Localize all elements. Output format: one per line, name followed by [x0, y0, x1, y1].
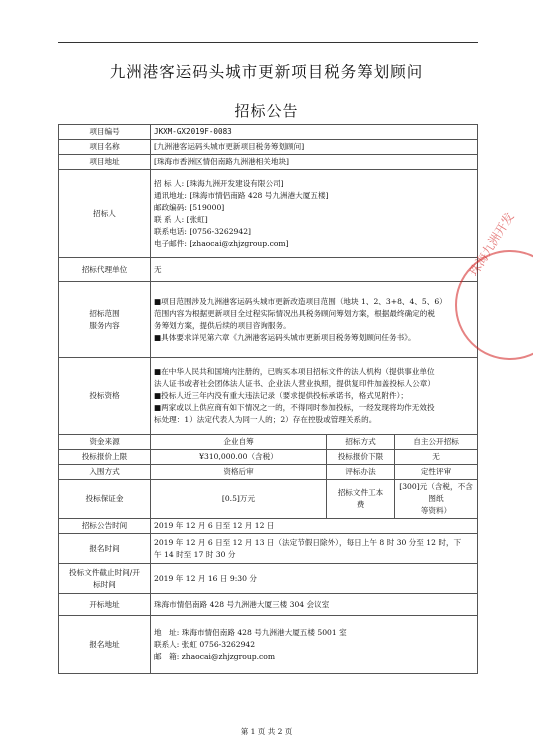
- label-signup-time: 报名时间: [59, 534, 151, 564]
- label-opening-site: 开标地址: [59, 594, 151, 616]
- value-project-name: [九洲港客运码头城市更新项目税务筹划顾问]: [151, 140, 478, 155]
- label-deadline-line-1: 投标文件截止时间/开: [69, 567, 140, 577]
- row-admission: [59, 465, 478, 480]
- value-opening-site: 珠海市情侣南路 428 号九洲港大厦三楼 304 会议室: [151, 594, 478, 616]
- value-signup-site: [151, 616, 478, 674]
- row-qualification: [59, 358, 478, 435]
- value-tenderer: [151, 170, 478, 258]
- label-price-cap: 投标报价上限: [59, 450, 151, 465]
- label-scope-line-1: 招标范围: [89, 308, 120, 318]
- row-signup-time: [59, 534, 478, 564]
- value-price-floor: 无: [395, 450, 478, 465]
- stamp-text: 珠海九洲开发: [466, 209, 517, 279]
- row-agent: [59, 258, 478, 282]
- scope-line-2: 范围内容为根据更新项目全过程实际情况出具税务顾问筹划方案，根据最终确定的税: [154, 308, 435, 318]
- signup-site-contact: 联系人: 张虹 0756-3262942: [154, 639, 256, 649]
- page-footer: 第 1 页 共 2 页: [240, 727, 293, 736]
- value-project-site: [珠海市香洲区情侣南路九洲港相关地块]: [151, 155, 478, 170]
- label-price-floor: 投标报价下限: [327, 450, 395, 465]
- label-agent: 招标代理单位: [59, 258, 151, 282]
- value-notice-time: 2019 年 12 月 6 日至 12 月 12 日: [151, 519, 478, 534]
- label-tenderer: 招标人: [59, 170, 151, 258]
- value-deadline: 2019 年 12 月 16 日 9:30 分: [151, 564, 478, 594]
- tenderer-postcode: 邮政编码: [519000]: [154, 202, 225, 212]
- scope-line-1: ■项目范围涉及九洲港客运码头城市更新改造项目范围（地块 1、2、3+8、4、5、6）: [154, 296, 447, 306]
- tenderer-contact: 联 系 人: [张虹]: [154, 214, 208, 224]
- value-scope: [151, 282, 478, 358]
- value-document-fee: [395, 480, 478, 519]
- row-opening-site: [59, 594, 478, 616]
- value-funding: 企业自筹: [151, 435, 327, 450]
- value-deposit: [0.5]万元: [151, 480, 327, 519]
- tender-info-table: [58, 124, 478, 674]
- signup-time-line-1: 2019 年 12 月 6 日至 12 月 13 日（法定节假日除外），每日上午 8 时 30 分至 12 时，下: [154, 537, 462, 547]
- value-signup-time: [151, 534, 478, 564]
- document-title: 九洲港客运码头城市更新项目税务筹划顾问: [109, 63, 424, 81]
- row-deadline: [59, 564, 478, 594]
- value-project-no: JKXM-GX2019F-0083: [151, 125, 478, 140]
- label-project-no: 项目编号: [59, 125, 151, 140]
- tenderer-phone: 联系电话: [0756-3262942]: [154, 226, 251, 236]
- header-rule: [58, 42, 478, 43]
- label-document-fee: [327, 480, 395, 519]
- label-scope-line-2: 服务内容: [89, 320, 120, 330]
- document-subtitle: 招标公告: [234, 102, 299, 120]
- qualification-line-4: ■两家或以上供应商有如下情况之一的，不得同时参加投标，一经发现将均作无效投: [154, 403, 435, 412]
- label-deadline-line-2: 标时间: [93, 579, 116, 589]
- tenderer-email: 电子邮件: [zhaocai@zhjzgroup.com]: [154, 238, 289, 248]
- row-project-name: [59, 140, 478, 155]
- label-document-fee-line-2: 费: [356, 500, 365, 509]
- signup-time-line-2: 午 14 时至 17 时 30 分: [154, 549, 236, 559]
- label-admission: 入围方式: [59, 465, 151, 480]
- scope-line-4: ■具体要求详见第六章《九洲港客运码头城市更新项目税务筹划顾问任务书》。: [154, 332, 416, 342]
- qualification-line-2: 法人证书或者社会团体法人证书、企业法人营业执照，提供复印件加盖投标人公章）: [154, 379, 435, 388]
- tenderer-address: 通讯地址: [珠海市情侣南路 428 号九洲港大厦五楼]: [154, 190, 329, 200]
- label-scope: [59, 282, 151, 358]
- qualification-line-5: 标处理：1）法定代表人为同一人的；2）存在控股或管理关系的。: [154, 415, 377, 424]
- label-qualification: 投标资格: [59, 358, 151, 435]
- row-project-site: [59, 155, 478, 170]
- row-project-no: [59, 125, 478, 140]
- row-price-cap: [59, 450, 478, 465]
- label-project-site: 项目地址: [59, 155, 151, 170]
- row-signup-site: [59, 616, 478, 674]
- label-evaluation: 评标办法: [327, 465, 395, 480]
- qualification-line-1: ■在中华人民共和国境内注册的，已购买本项目招标文件的法人机构（提供事业单位: [154, 367, 435, 376]
- value-price-cap: ¥310,000.00（含税）: [151, 450, 327, 465]
- tenderer-name: 招 标 人: [珠海九洲开发建设有限公司]: [154, 178, 284, 188]
- value-document-fee-line-1: [300]元（含税，不含图纸: [399, 482, 473, 503]
- label-document-fee-line-1: 招标文件工本: [337, 488, 384, 497]
- row-funding: [59, 435, 478, 450]
- label-signup-site: 报名地址: [59, 616, 151, 674]
- signup-site-address: 地 址: 珠海市情侣南路 428 号九洲港大厦五楼 5001 室: [154, 627, 347, 637]
- row-deposit: [59, 480, 478, 519]
- label-deadline: [59, 564, 151, 594]
- value-document-fee-line-2: 等资料）: [420, 506, 452, 515]
- value-admission: 资格后审: [151, 465, 327, 480]
- label-deposit: 投标保证金: [59, 480, 151, 519]
- label-funding: 资金来源: [59, 435, 151, 450]
- label-notice-time: 招标公告时间: [59, 519, 151, 534]
- row-notice-time: [59, 519, 478, 534]
- label-tender-method: 招标方式: [327, 435, 395, 450]
- row-tenderer: [59, 170, 478, 258]
- value-tender-method: 自主公开招标: [395, 435, 478, 450]
- signup-site-email: 邮 箱: zhaocai@zhjzgroup.com: [154, 651, 276, 661]
- row-scope: [59, 282, 478, 358]
- scope-line-3: 务筹划方案，提供后续的项目咨询服务。: [154, 320, 291, 330]
- value-qualification: [151, 358, 478, 435]
- value-evaluation: 定性评审: [395, 465, 478, 480]
- qualification-line-3: ■投标人近三年内没有重大违法记录（要求提供投标承诺书，格式见附件）；: [154, 391, 408, 400]
- label-project-name: 项目名称: [59, 140, 151, 155]
- value-agent: 无: [151, 258, 478, 282]
